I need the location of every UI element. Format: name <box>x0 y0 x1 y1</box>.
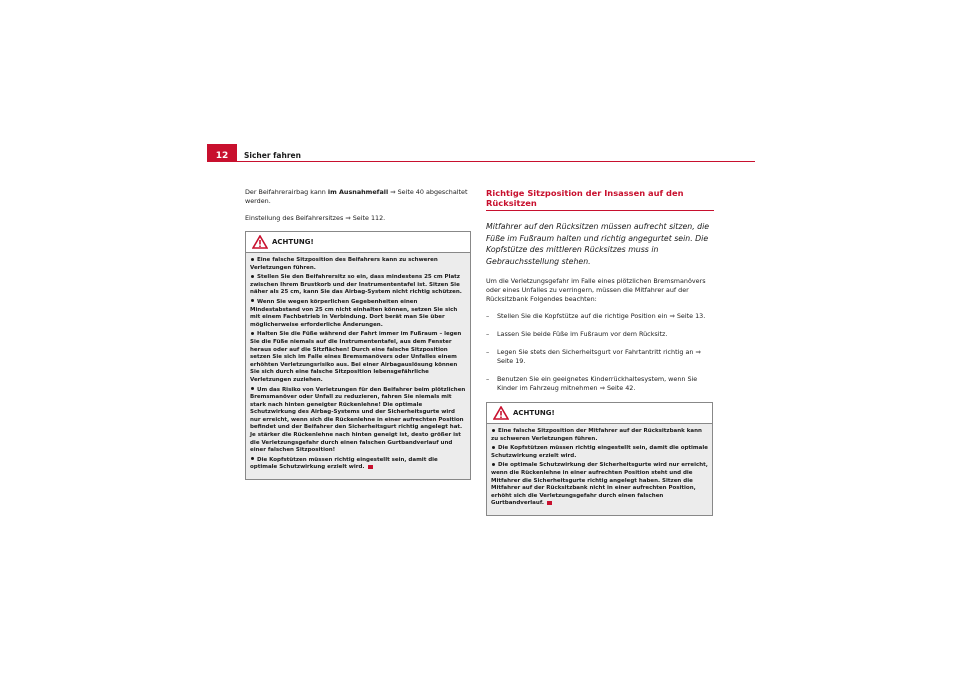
warning-item-text: Die Kopfstützen müssen richtig eingestellt sein, damit die optimale Schutzwirkung erzielt wird. <box>250 456 438 471</box>
bullet-icon <box>251 275 254 278</box>
warning-triangle-icon <box>493 406 509 420</box>
paragraph-prefix: Der Beifahrerairbag kann <box>245 188 328 196</box>
bullet-icon <box>251 387 254 390</box>
right-column <box>486 188 713 516</box>
seat-adjustment-reference: Einstellung des Beifahrersitzes ⇒ Seite 112. <box>245 214 386 222</box>
airbag-deactivation-paragraph <box>245 188 471 206</box>
bullet-icon <box>492 463 495 466</box>
paragraph-suffix: ⇒ Seite 40 abgeschaltet werden. <box>245 188 468 205</box>
bullet-icon <box>251 457 254 460</box>
bullet-icon <box>251 299 254 302</box>
warning-header <box>246 232 470 253</box>
warning-item <box>250 387 466 455</box>
warning-item <box>250 331 466 384</box>
warning-item-text: Eine falsche Sitzposition der Mitfahrer auf der Rücksitzbank kann zu schweren Verletzungen führen. <box>491 428 702 442</box>
left-column <box>245 188 471 480</box>
bullet-icon <box>492 429 495 432</box>
warning-item <box>250 274 466 297</box>
warning-header <box>487 403 712 424</box>
warning-item-text: Eine falsche Sitzposition des Beifahrers kann zu schweren Verletzungen führen. <box>250 257 438 271</box>
bullet-icon <box>492 446 495 449</box>
warning-item-text: Wenn Sie wegen körperlichen Gegebenheiten einen Mindestabstand von 25 cm nicht einhalten können, setzen Sie sich mit einem Fachbetrieb in Verbindung. Dort berät man Sie über möglicherweise erforderliche Änderungen. <box>250 298 458 328</box>
warning-item <box>491 462 708 508</box>
warning-item-text: Halten Sie die Füße während der Fahrt immer im Fußraum – legen Sie die Füße niemals auf die Instrumententafel, aus dem Fenster heraus oder auf die Sitzflächen! Durch eine falsche Sitzposition setzen Sie sich im Falle eines Bremsmanövers oder Unfalles einem erhöhten Verletzungsrisiko aus. Bei einer Airbagauslösung können Sie sich durch eine falsche Sitzposition lebensgefährliche Verletzungen zuziehen. <box>250 331 462 383</box>
end-of-section-icon <box>368 465 373 469</box>
page-number: 12 <box>207 144 237 162</box>
warning-item <box>491 445 708 460</box>
warning-item-text: Die optimale Schutzwirkung der Sicherheitsgurte wird nur erreicht, wenn die Rückenlehne in einer aufrechten Position steht und die Mitfahrer die Sicherheitsgurte richtig angelegt haben. Sitzen die Mitfahrer auf der Rücksitzbank nicht in einer aufrechten Position, erhöht sich die Verletzungsgefahr durch einen falschen Gurtbandverlauf. <box>491 462 708 507</box>
warning-item <box>250 457 466 472</box>
warning-item-text: Stellen Sie den Beifahrersitz so ein, dass mindestens 25 cm Platz zwischen Ihrem Brustkorb und der Instrumententafel ist. Sitzen Sie näher als 25 cm, kann Sie das Airbag-System nicht richtig schützen. <box>250 274 462 296</box>
list-item: – Lassen Sie beide Füße im Fußraum vor dem Rücksitz. <box>486 330 713 339</box>
section-title: Richtige Sitzposition der Insassen auf den Rücksitzen <box>486 188 714 211</box>
warning-item <box>491 428 708 443</box>
list-item: – Stellen Sie die Kopfstütze auf die richtige Position ein ⇒ Seite 13. <box>486 312 713 321</box>
list-item: – Legen Sie stets den Sicherheitsgurt vor Fahrtantritt richtig an ⇒ Seite 19. <box>486 348 713 366</box>
header-rule <box>207 161 755 162</box>
section-lead: Mitfahrer auf den Rücksitzen müssen aufrecht sitzen, die Füße im Fußraum halten und richtig angegurtet sein. Die Kopfstütze des mittleren Rücksitzes muss in Gebrauchsstellung stehen. <box>486 222 710 266</box>
warning-triangle-icon <box>252 235 268 249</box>
warning-body <box>246 253 470 479</box>
warning-item <box>250 299 466 329</box>
warning-item-text: Um das Risiko von Verletzungen für den Beifahrer beim plötzlichen Bremsmanöver oder Unfall zu reduzieren, fahren Sie niemals mit stark nach hinten geneigter Rückenlehne! Die optimale Schutzwirkung des Airbag-Systems und der Sicherheitsgurte wird nur erreicht, wenn sich die Rückenlehne in einer aufrechten Position befindet und der Beifahrer den Sicherheitsgurt richtig angelegt hat. Je stärker die Rückenlehne nach hinten geneigt ist, desto größer ist die Verletzungsgefahr durch einen falschen Gurtbandverlauf und einer falschen Sitzposition! <box>250 386 466 454</box>
bullet-icon <box>251 258 254 261</box>
warning-item-text: Die Kopfstützen müssen richtig eingestellt sein, damit die optimale Schutzwirkung erzielt wird. <box>491 445 708 459</box>
warning-item <box>250 257 466 272</box>
warning-title: ACHTUNG! <box>513 409 555 417</box>
end-of-section-icon <box>547 501 552 505</box>
warning-body <box>487 424 712 515</box>
list-item: – Benutzen Sie ein geeignetes Kinderrückhaltesystem, wenn Sie Kinder im Fahrzeug mitnehmen ⇒ Seite 42. <box>486 375 713 393</box>
paragraph-emphasis: im Ausnahmefall <box>327 188 389 196</box>
warning-box-front-passenger <box>245 231 471 480</box>
bullet-icon <box>251 332 254 335</box>
warning-title: ACHTUNG! <box>272 238 314 246</box>
warning-box-rear-seats <box>486 402 713 516</box>
section-intro: Um die Verletzungsgefahr im Falle eines plötzlichen Bremsmanövers oder eines Unfalles zu verringern, müssen die Mitfahrer auf der Rücksitzbank Folgendes beachten: <box>486 277 706 303</box>
running-header-title: Sicher fahren <box>244 151 301 160</box>
